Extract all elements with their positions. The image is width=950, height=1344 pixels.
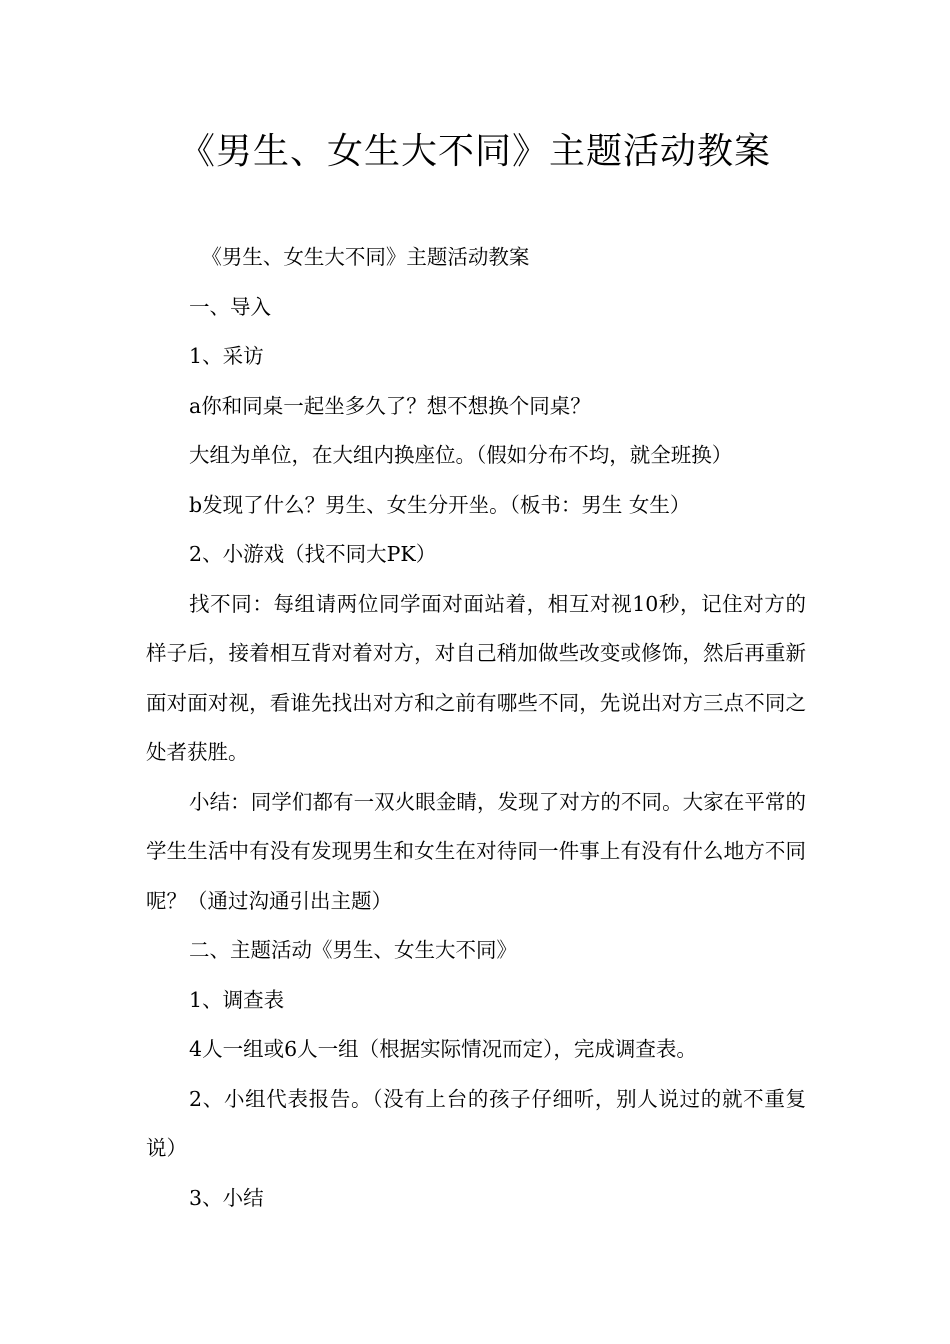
item-interview: 1、采访	[189, 344, 264, 368]
subtitle-paragraph: 《男生、女生大不同》主题活动教案	[201, 245, 530, 269]
item-survey: 1、调查表	[189, 987, 285, 1012]
item-summary: 3、小结	[189, 1185, 264, 1210]
document-title: 《男生、女生大不同》主题活动教案	[178, 131, 771, 172]
section-heading-intro: 一、导入	[189, 294, 272, 319]
item-mini-game: 2、小游戏（找不同大PK）	[189, 542, 437, 566]
game-description-paragraph: 找不同：每组请两位同学面对面站着，相互对视10秒，记住对方的样子后，接着相互背对着对方，对自己稍加做些改变或修饰，然后再重新面对面对视，看谁先找出对方和之前有哪些不同，先说出对方三点不同之处者获胜。	[146, 591, 806, 764]
question-a: a你和同桌一起坐多久了？想不想换个同桌？	[189, 393, 591, 418]
instruction-seat-change: 大组为单位，在大组内换座位。（假如分布不均，就全班换）	[189, 443, 733, 467]
question-b: b发现了什么？男生、女生分开坐。（板书：男生 女生）	[189, 492, 691, 517]
summary-paragraph: 小结：同学们都有一双火眼金睛，发现了对方的不同。大家在平常的学生生活中有没有发现男生和女生在对待同一件事上有没有什么地方不同呢？（通过沟通引出主题）	[146, 789, 806, 913]
item-group-report: 2、小组代表报告。（没有上台的孩子仔细听，别人说过的就不重复说）	[146, 1086, 806, 1160]
section-heading-theme-activity: 二、主题活动《男生、女生大不同》	[189, 938, 518, 962]
document-body	[146, 233, 806, 1223]
survey-instruction: 4人一组或6人一组（根据实际情况而定），完成调查表。	[189, 1037, 697, 1061]
